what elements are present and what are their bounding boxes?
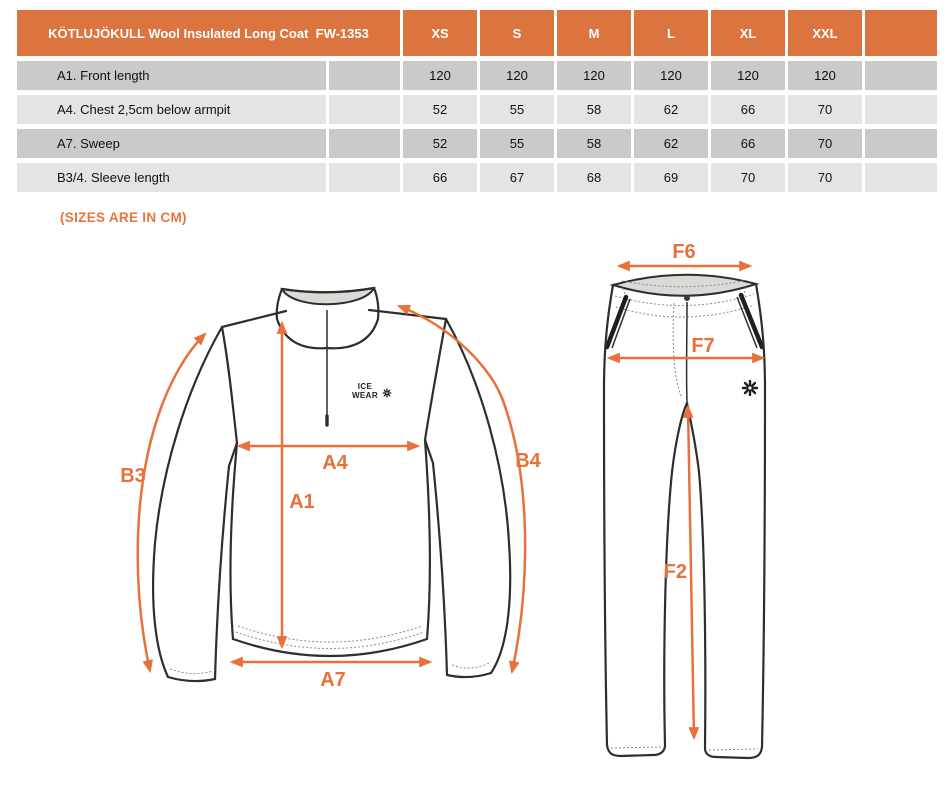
size-cell: 58 — [557, 129, 631, 158]
b4-arrow — [399, 306, 525, 672]
left-raglan-seam — [222, 327, 237, 443]
pants-diagram — [575, 240, 825, 765]
table-cell-empty — [865, 61, 937, 90]
size-cell: 58 — [557, 95, 631, 124]
size-cell: 55 — [480, 129, 554, 158]
size-column-header-xxl: XXL — [788, 10, 862, 56]
table-cell-empty — [865, 95, 937, 124]
brand-logo-line2: WEAR — [351, 391, 379, 400]
right-hem-stitch — [709, 749, 758, 750]
size-cell: 55 — [480, 95, 554, 124]
table-title: KÖTLUJÖKULL Wool Insulated Long Coat FW-1353 — [17, 10, 400, 56]
table-cell-empty — [329, 163, 400, 192]
size-cell: 68 — [557, 163, 631, 192]
row-label: A4. Chest 2,5cm below armpit — [17, 95, 326, 124]
size-cell: 52 — [403, 95, 477, 124]
brand-logo-line1: ICE — [357, 382, 373, 391]
table-cell-empty — [329, 129, 400, 158]
size-column-header-l: L — [634, 10, 708, 56]
left-hem-stitch — [611, 747, 661, 748]
right-outer-seam — [756, 284, 765, 747]
label-b4: B4 — [515, 450, 541, 472]
row-label: A7. Sweep — [17, 129, 326, 158]
table-cell-empty — [329, 61, 400, 90]
size-cell: 120 — [634, 61, 708, 90]
sweater-diagram — [105, 253, 560, 718]
label-a7: A7 — [320, 669, 346, 691]
row-label: B3/4. Sleeve length — [17, 163, 326, 192]
left-cuff-stitch — [170, 669, 213, 674]
size-cell: 62 — [634, 129, 708, 158]
f2-arrow — [688, 407, 694, 738]
size-cell: 62 — [634, 95, 708, 124]
label-a4: A4 — [322, 452, 348, 474]
hem-stitch — [236, 632, 424, 649]
brand-logo — [352, 382, 391, 400]
size-cell: 70 — [788, 129, 862, 158]
size-cell: 69 — [634, 163, 708, 192]
size-table — [17, 10, 937, 192]
size-cell: 120 — [403, 61, 477, 90]
size-cell: 120 — [480, 61, 554, 90]
size-cell: 120 — [711, 61, 785, 90]
size-column-header-m: M — [557, 10, 631, 56]
row-label: A1. Front length — [17, 61, 326, 90]
left-side-seam — [230, 443, 237, 639]
label-f7: F7 — [691, 335, 715, 357]
left-outer-seam — [604, 285, 613, 745]
table-cell-empty — [329, 95, 400, 124]
waist-button — [684, 295, 690, 301]
hem-stitch — [238, 626, 422, 642]
waistband-stitch — [616, 305, 754, 317]
size-cell: 70 — [788, 95, 862, 124]
size-column-header-s: S — [480, 10, 554, 56]
left-cuff — [168, 677, 215, 681]
size-column-header-xs: XS — [403, 10, 477, 56]
right-side-seam — [425, 440, 430, 639]
label-f2: F2 — [663, 561, 687, 583]
right-cuff-stitch — [452, 663, 489, 668]
size-column-header-xl: XL — [711, 10, 785, 56]
right-cuff — [447, 673, 491, 677]
size-cell: 70 — [711, 163, 785, 192]
size-cell: 66 — [711, 129, 785, 158]
size-cell: 67 — [480, 163, 554, 192]
right-raglan-seam — [425, 319, 446, 440]
size-cell: 70 — [788, 163, 862, 192]
label-a1: A1 — [289, 491, 315, 513]
left-sleeve-outer — [153, 327, 222, 677]
waist-opening — [613, 275, 756, 296]
table-cell-empty — [865, 129, 937, 158]
snowflake-icon — [383, 389, 391, 397]
sizes-unit-note: (SIZES ARE IN CM) — [60, 210, 187, 225]
label-b3: B3 — [120, 465, 146, 487]
label-f6: F6 — [672, 241, 696, 263]
right-shoulder-seam — [369, 310, 446, 319]
collar-right — [374, 288, 378, 319]
snowflake-icon — [743, 381, 757, 395]
size-cell: 66 — [711, 95, 785, 124]
collar-left — [277, 289, 282, 319]
size-column-header-empty — [865, 10, 937, 56]
right-sleeve-outer — [446, 319, 510, 673]
size-cell: 120 — [788, 61, 862, 90]
size-cell: 52 — [403, 129, 477, 158]
size-cell: 120 — [557, 61, 631, 90]
size-cell: 66 — [403, 163, 477, 192]
table-cell-empty — [865, 163, 937, 192]
